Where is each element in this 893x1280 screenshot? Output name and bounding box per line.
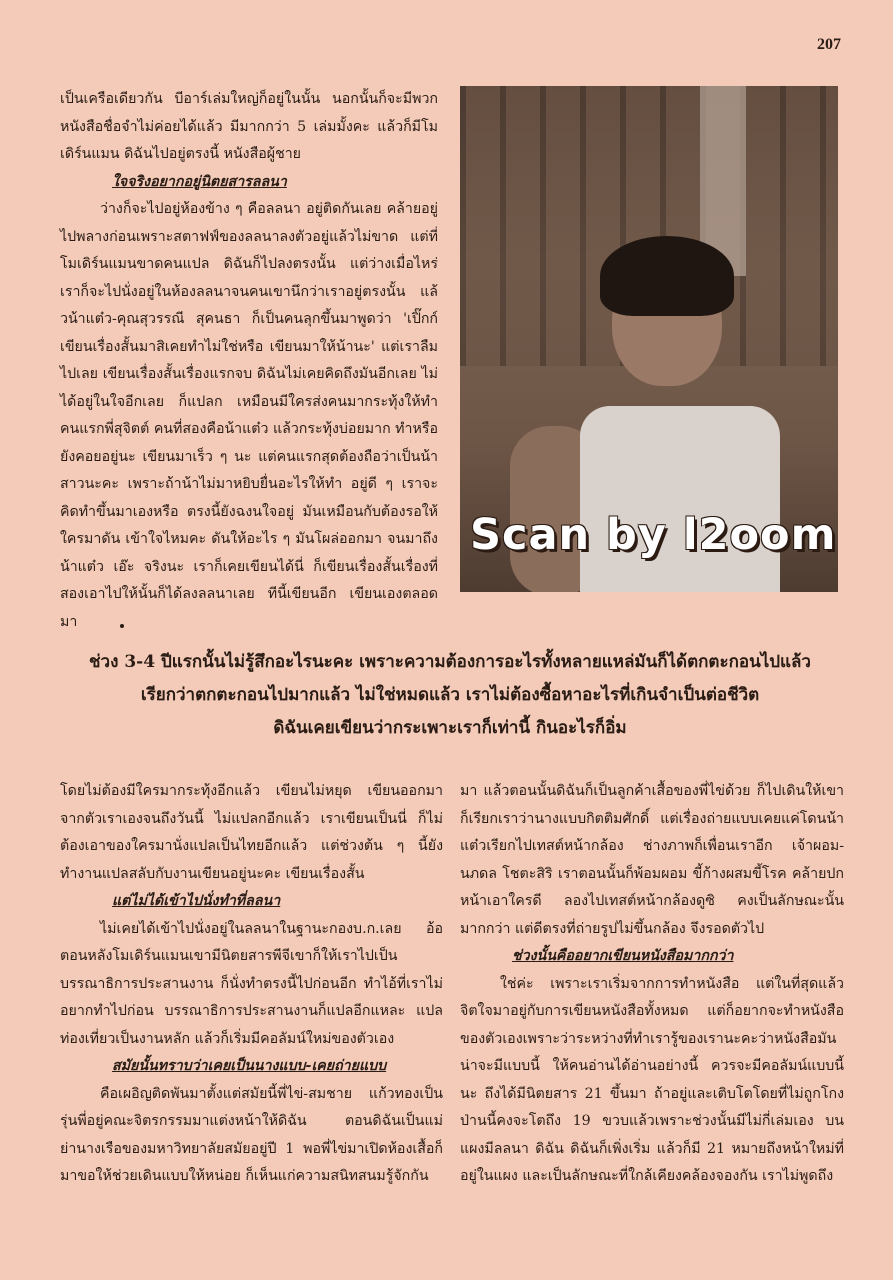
photo-hair — [600, 236, 734, 316]
paragraph: โดยไม่ต้องมีใครมากระทุ้งอีกแล้ว เขียนไม่หยุด เขียนออกมาจากตัวเราเองจนถึงวันนี้ ไม่แปลกอีกแล้ว เราเขียนเป็นนี่ ก็ไม่ต้องเอาของใครมานั่งแปลเป็นไทยอีกแล้ว แต่ช่วงต้น ๆ นี้ยังทำงานแปลสลับกับงานเขียนอยู่นะคะ เขียนเรื่องสั้น — [60, 783, 443, 882]
paragraph: ไม่เคยได้เข้าไปนั่งอยู่ในลลนาในฐานะกองบ.ก.เลย อ้อ ตอนหลังโมเดิร์นแมนเขามีนิตยสารพีจีเขาก็ให้เราไปเป็นบรรณาธิการประสานงาน ก็นั่งทำตรงนี้ไปก่อนอีก ทำไอ้ที่เราไม่อยากทำไปก่อน บรรณาธิการประสานงานก็แปลอีกแหละ แปลท่องเที่ยวเป็นงานหลัก แล้วก็เริ่มมีคอลัมน์ใหม่ของตัวเอง — [60, 920, 443, 1047]
paragraph: มา แล้วตอนนั้นดิฉันก็เป็นลูกค้าเสื้อของพี่ไข่ด้วย ก็ไปเดินให้เขาก็เรียกเราว่านางแบบกิตติมศักดิ์ แต่เรื่องถ่ายแบบเคยแค่โดนน้าแต๋วเรียกไปเทสต์หน้ากล้อง ช่างภาพก็เพื่อนเราอีก เจ้าผอม-นภดล โชตะสิริ เราตอนนั้นก็พ้อมผอม ขี้ก้างผสมขี้โรค คล้ายปกหน้าเอาใครดี ลองไปเทสต์หน้ากล้องดูซิ คงเป็นลักษณะนั้นมากกว่า แต่ดีตรงที่ถ่ายรูปไม่ขึ้นกล้อง จึงรอดตัวไป — [460, 783, 844, 937]
paragraph: เป็นเครือเดียวกัน บีอาร์เล่มใหญ่ก็อยู่ในนั้น นอกนั้นก็จะมีพวกหนังสือชื่อจำไม่ค่อยได้แล้ว มีมากกว่า 5 เล่มมั้งคะ แล้วก็มีโมเดิร์นแมน ดิฉันไปอยู่ตรงนี้ หนังสือผู้ชาย — [60, 91, 438, 162]
paragraph: คือเผอิญติดพันมาตั้งแต่สมัยนี้พี่ไข่-สมชาย แก้วทองเป็นรุ่นพี่อยู่คณะจิตรกรรมมาแต่งหน้าให้ดิฉัน ตอนดิฉันเป็นแม่ย่านางเรือของมหาวิทยาลัยสมัยอยู่ปี 1 พอพี่ไข่มาเปิดห้องเสื้อก็มาขอให้ช่วยเดินแบบให้หน่อย ก็เห็นแก่ความสนิทสนมรู้จักกัน — [60, 1085, 443, 1184]
subheading: ช่วงนั้นคืออยากเขียนหนังสือมากกว่า — [512, 948, 734, 964]
subheading: ใจจริงอยากอยู่นิตยสารลลนา — [112, 173, 287, 190]
bullet-dot — [120, 624, 124, 628]
paragraph: ว่างก็จะไปอยู่ห้องข้าง ๆ คือลลนา อยู่ติดกันเลย คล้ายอยู่ไปพลางก่อนเพราะสตาฟฟ์ของลลนาลงตัวอยู่แล้วไม่ขาด แต่ที่โมเดิร์นแมนขาดคนแปล ดิฉันก็ไปลงตรงนั้น แต่ว่างเมื่อไหร่เราก็จะไปนั่งอยู่ในห้องลลนาจนคนเขานึกว่าเราอยู่ตรงนั้น แล้วน้าแต๋ว-คุณสุวรรณี สุคนธา ก็เป็นคนลุกขึ้นมาพูดว่า 'เปิ๊กก์ เขียนเรื่องสั้นมาสิเคยทำไม่ใช่หรือ เขียนมาให้น้านะ' แต่เราลืมไปเลย เขียนเรื่องสั้นเรื่องแรกจบ ดิฉันไม่เคยคิดถึงมันอีกเลย ไม่ได้อยู่ในใจอีกเลย ก็แปลก เหมือนมีใครส่งคนมากระทุ้งให้ทำ คนแรกพี่สุจิตต์ คนที่สองคือน้าแต๋ว แล้วกระทุ้งบ่อยมาก ทำหรือยังคอยอยู่นะ เขียนมาเร็ว ๆ นะ แต่คนแรกสุดต้องถือว่าเป็นน้าสาวนะคะ เพราะถ้าน้าไม่มาหยิบยื่นอะไรให้ทำ อยู่ดี ๆ เราจะคิดทำขึ้นมาเองหรือ ตรงนี้ยังฉงนใจอยู่ มันเหมือนกับต้องรอให้ใครมาดัน เข้าใจไหมคะ ดันให้อะไร ๆ มันโผล่ออกมา จนมาถึงน้าแต๋ว เอ๊ะ จริงนะ เราก็เคยเขียนได้นี่ ก็เขียนเรื่องสั้นเรื่องที่สองเอาไปให้นั้นก็ได้ลงลลนาเลย ทีนี้เขียนอีก เขียนเองตลอดมา — [60, 201, 438, 630]
scan-watermark: Scan by l2oom — [470, 510, 837, 560]
top-left-column — [60, 86, 438, 636]
bottom-left-column — [60, 778, 443, 1191]
photo-dress — [580, 406, 780, 592]
pull-quote-line: ช่วง 3-4 ปีแรกนั้นไม่รู้สึกอะไรนะคะ เพราะความต้องการอะไรทั้งหลายแหล่มันก็ได้ตกตะกอนไปแล้ว — [89, 652, 811, 672]
pull-quote-line: เรียกว่าตกตะกอนไปมากแล้ว ไม่ใช่หมดแล้ว เราไม่ต้องซื้อหาอะไรที่เกินจำเป็นต่อชีวิต — [140, 685, 760, 705]
pull-quote-line: ดิฉันเคยเขียนว่ากระเพาะเราก็เท่านี้ กินอะไรก็อิ่ม — [273, 718, 627, 738]
paragraph: ใช่ค่ะ เพราะเราเริ่มจากการทำหนังสือ แต่ในที่สุดแล้วจิตใจมาอยู่กับการเขียนหนังสือทั้งหมด แต่ก็อยากจะทำหนังสือของตัวเองเพราะว่าระหว่างที่ทำเรารู้ของเรานะคะว่าหนังสือมันน่าจะมีแบบนี้ ให้คนอ่านได้อ่านอย่างนี้ ควรจะมีคอลัมน์แบบนี้นะ ถึงได้มีนิตยสาร 21 ขึ้นมา ถ้าอยู่และเติบโตโดยที่ไม่ถูกโกงป่านนี้คงจะโตถึง 19 ขวบแล้วเพราะช่วงนั้นมีไม่กี่เล่มเอง บนแผงมีลลนา ดิฉัน ดิฉันก็เพิ่งเริ่ม แล้วก็มี 21 หมายถึงหน้าใหม่ที่อยู่ในแผง และเป็นลักษณะที่ใกล้เคียงคล้องจองกัน เราไม่พูดถึง — [460, 975, 844, 1184]
subheading: สมัยนั้นทราบว่าเคยเป็นนางแบบ-เคยถ่ายแบบ — [112, 1058, 387, 1074]
page-number: 207 — [817, 36, 841, 53]
pull-quote — [50, 646, 850, 745]
bottom-right-column — [460, 778, 844, 1191]
subheading: แต่ไม่ได้เข้าไปนั่งทำที่ลลนา — [112, 893, 281, 909]
